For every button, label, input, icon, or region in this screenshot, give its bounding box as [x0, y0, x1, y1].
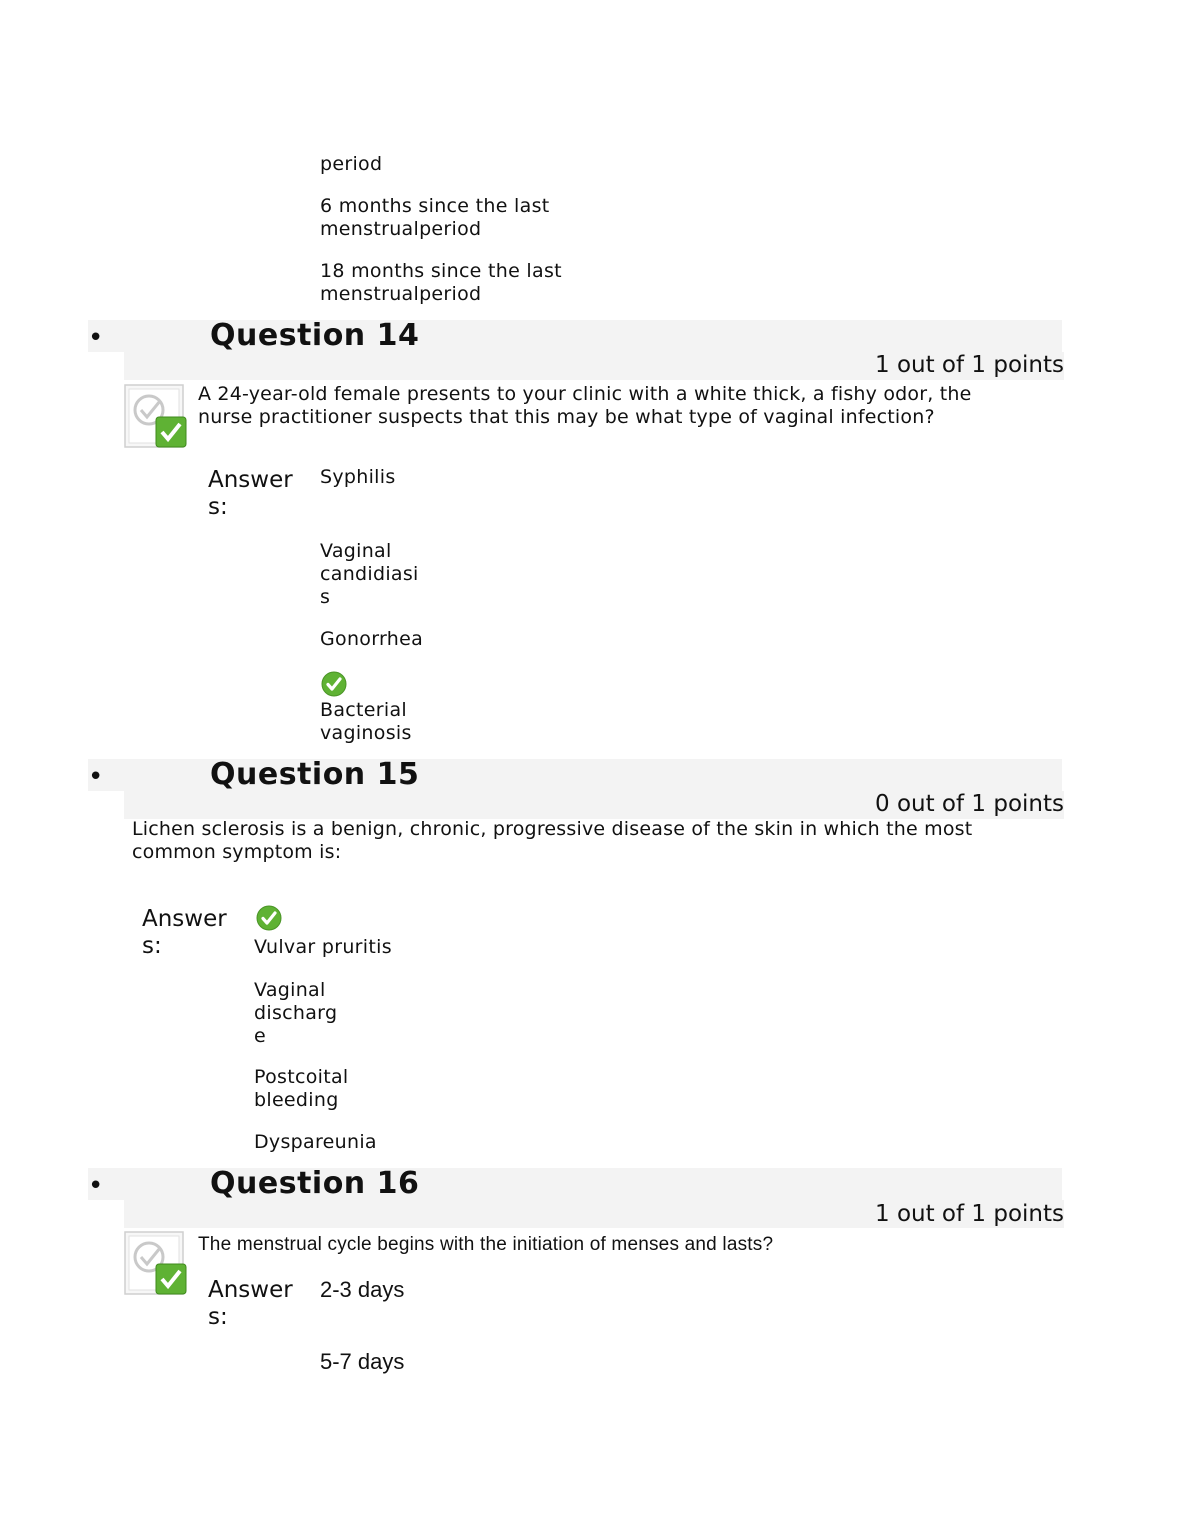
question-points: 1 out of 1 points	[875, 352, 1064, 378]
answer-option: Dyspareunia	[254, 1131, 377, 1153]
correct-answer-check-icon	[321, 671, 347, 697]
question-title: Question 14	[210, 318, 420, 353]
graded-correct-icon	[124, 384, 188, 450]
graded-correct-icon	[124, 1231, 188, 1297]
answer-option: Vaginal discharg e	[254, 979, 338, 1047]
correct-answer-check-icon	[256, 905, 282, 931]
list-bullet: •	[88, 762, 104, 792]
question-text: The menstrual cycle begins with the initiation of menses and lasts?	[198, 1234, 774, 1255]
question-points: 1 out of 1 points	[875, 1201, 1064, 1227]
answer-option-correct: Vulvar pruritis	[254, 936, 392, 958]
answers-label: Answer s:	[208, 467, 293, 520]
answer-option: Vaginal candidiasi s	[320, 540, 419, 608]
answer-option: Gonorrhea	[320, 628, 424, 650]
answers-label: Answer s:	[208, 1277, 293, 1330]
answer-option: 6 months since the last menstrualperiod	[320, 195, 550, 240]
answer-option: Syphilis	[320, 466, 396, 488]
list-bullet: •	[88, 323, 104, 353]
answer-option-correct: Bacterial vaginosis	[320, 699, 412, 744]
answer-option: 2-3 days	[320, 1277, 405, 1302]
answers-label: Answer s:	[142, 906, 227, 959]
answer-option: Postcoital bleeding	[254, 1066, 349, 1111]
question-title: Question 16	[210, 1166, 420, 1201]
answer-option: period	[320, 153, 383, 175]
answer-option: 5-7 days	[320, 1349, 405, 1374]
question-title: Question 15	[210, 757, 420, 792]
question-points: 0 out of 1 points	[875, 791, 1064, 817]
list-bullet: •	[88, 1171, 104, 1201]
question-text: Lichen sclerosis is a benign, chronic, progressive disease of the skin in which the most common symptom is:	[132, 818, 973, 863]
answer-option: 18 months since the last menstrualperiod	[320, 260, 562, 305]
question-text: A 24-year-old female presents to your clinic with a white thick, a fishy odor, the nurse practitioner suspects that this may be what type of vaginal infection?	[198, 383, 972, 428]
